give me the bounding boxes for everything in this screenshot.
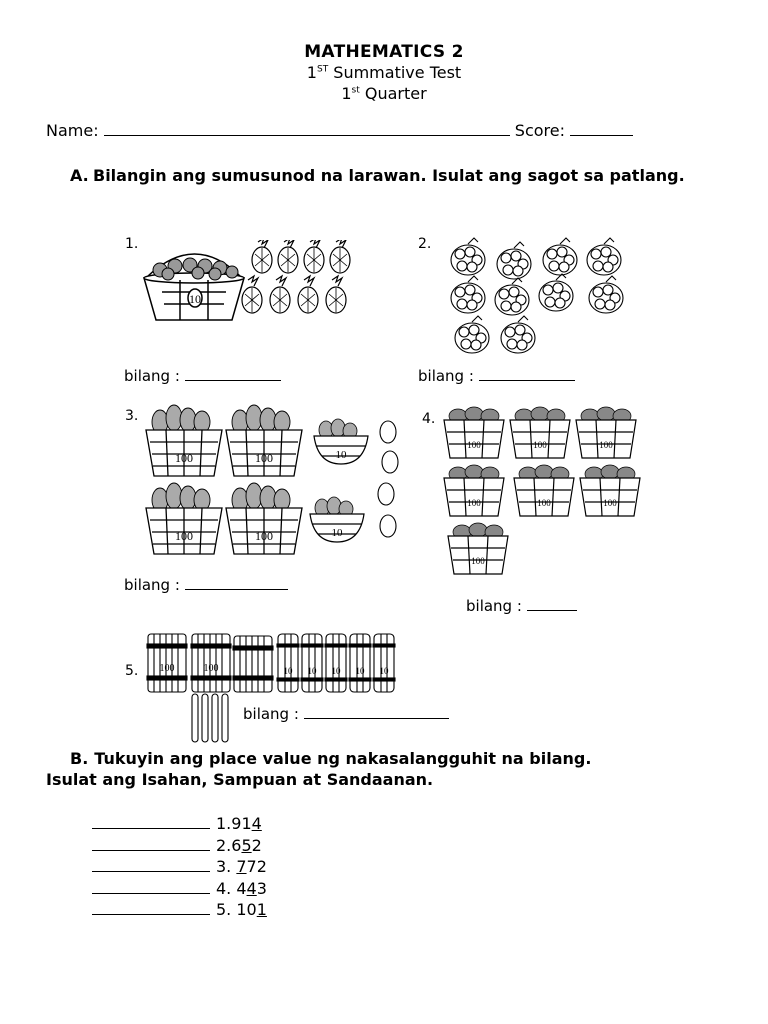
svg-text:100: 100 [255, 451, 273, 465]
svg-text:100: 100 [533, 440, 547, 450]
item-1-number: 1. [125, 236, 139, 252]
section-b-text-line1: Tukuyin ang place value ng nakasalangguhit na bilang. [94, 749, 592, 768]
underlined-digit: 7 [236, 857, 247, 876]
svg-text:100: 100 [467, 440, 481, 450]
name-blank[interactable] [104, 122, 510, 136]
item-3-picture [140, 400, 410, 560]
item-5-blank[interactable] [304, 706, 449, 719]
answer-blank-5[interactable] [92, 902, 210, 915]
loose-fruit-icon-group [378, 421, 398, 537]
item-3-number: 3. [125, 408, 139, 424]
list-item: 2.652 [92, 835, 267, 857]
score-label: Score: [514, 121, 565, 140]
small-bundle-icon-group [277, 634, 395, 692]
section-b-letter: B. [70, 749, 89, 768]
list-item: 3. 772 [92, 856, 267, 878]
list-item: 5. 101 [92, 899, 267, 921]
name-label: Name: [46, 121, 99, 140]
fruit-icon-group [242, 240, 350, 313]
item-5-number: 5. [125, 663, 139, 679]
fruit-basket-icon [144, 254, 244, 320]
item-1-answer: bilang : [124, 367, 281, 385]
answer-blank-3[interactable] [92, 859, 210, 872]
list-item: 1.914 [92, 813, 267, 835]
section-b-instruction [46, 748, 726, 790]
svg-text:10: 10 [355, 666, 365, 676]
small-basket-icon-group [310, 419, 368, 542]
svg-text:100: 100 [599, 440, 613, 450]
svg-text:100: 100 [537, 498, 551, 508]
basket-icon-group [444, 407, 640, 574]
section-a-letter: A. [70, 166, 89, 185]
svg-text:10: 10 [307, 666, 317, 676]
underlined-digit: 4 [246, 878, 257, 898]
item-2-blank[interactable] [479, 368, 575, 381]
svg-text:100: 100 [175, 451, 193, 465]
svg-text:10: 10 [283, 666, 293, 676]
test-subtitle: 1ST Summative Test [306, 63, 462, 82]
section-a-instruction [70, 165, 710, 186]
underlined-digit: 1 [256, 900, 267, 919]
loose-stick-icon-group [192, 694, 228, 742]
big-basket-icon-group [146, 405, 302, 554]
item-4-answer: bilang : [466, 597, 577, 615]
svg-text:10: 10 [379, 666, 389, 676]
item-3-answer: bilang : [124, 576, 288, 594]
svg-text:10: 10 [331, 527, 343, 539]
item-4-picture [440, 402, 650, 582]
stick-bundle-icon-group [147, 634, 273, 692]
item-2-picture [438, 236, 638, 360]
section-a-text: Bilangin ang sumusunod na larawan. Isulat ang sagot sa patlang. [93, 166, 685, 185]
score-blank[interactable] [570, 122, 633, 136]
item-4-blank[interactable] [527, 598, 577, 611]
answer-blank-2[interactable] [92, 838, 210, 851]
item-5-answer: bilang : [243, 705, 449, 723]
berry-icon-group [451, 238, 623, 353]
item-1-picture [140, 240, 360, 326]
svg-text:100: 100 [603, 498, 617, 508]
item-2-answer: bilang : [418, 367, 575, 385]
svg-text:100: 100 [471, 556, 485, 566]
answer-blank-4[interactable] [92, 881, 210, 894]
item-2-number: 2. [418, 236, 432, 252]
svg-text:100: 100 [203, 663, 219, 674]
svg-text:100: 100 [467, 498, 481, 508]
answer-blank-1[interactable] [92, 816, 210, 829]
underlined-digit: 4 [251, 814, 262, 833]
item-4-number: 4. [422, 411, 436, 427]
name-score-row [46, 121, 633, 140]
list-item: 4. 443 [92, 878, 267, 900]
svg-text:100: 100 [159, 663, 175, 674]
page-title: MATHEMATICS 2 [304, 42, 464, 62]
svg-text:10: 10 [331, 666, 341, 676]
svg-text:10: 10 [189, 292, 201, 306]
item-1-blank[interactable] [185, 368, 281, 381]
underlined-digit: 5 [241, 835, 252, 855]
section-b-text-line2: Isulat ang Isahan, Sampuan at Sandaanan. [46, 770, 434, 789]
svg-text:100: 100 [175, 529, 193, 543]
item-3-blank[interactable] [185, 577, 288, 590]
place-value-list [92, 813, 267, 921]
svg-text:100: 100 [255, 529, 273, 543]
quarter-subtitle: 1st Quarter [341, 84, 427, 103]
item-5-picture [146, 626, 406, 746]
svg-text:10: 10 [335, 449, 347, 461]
